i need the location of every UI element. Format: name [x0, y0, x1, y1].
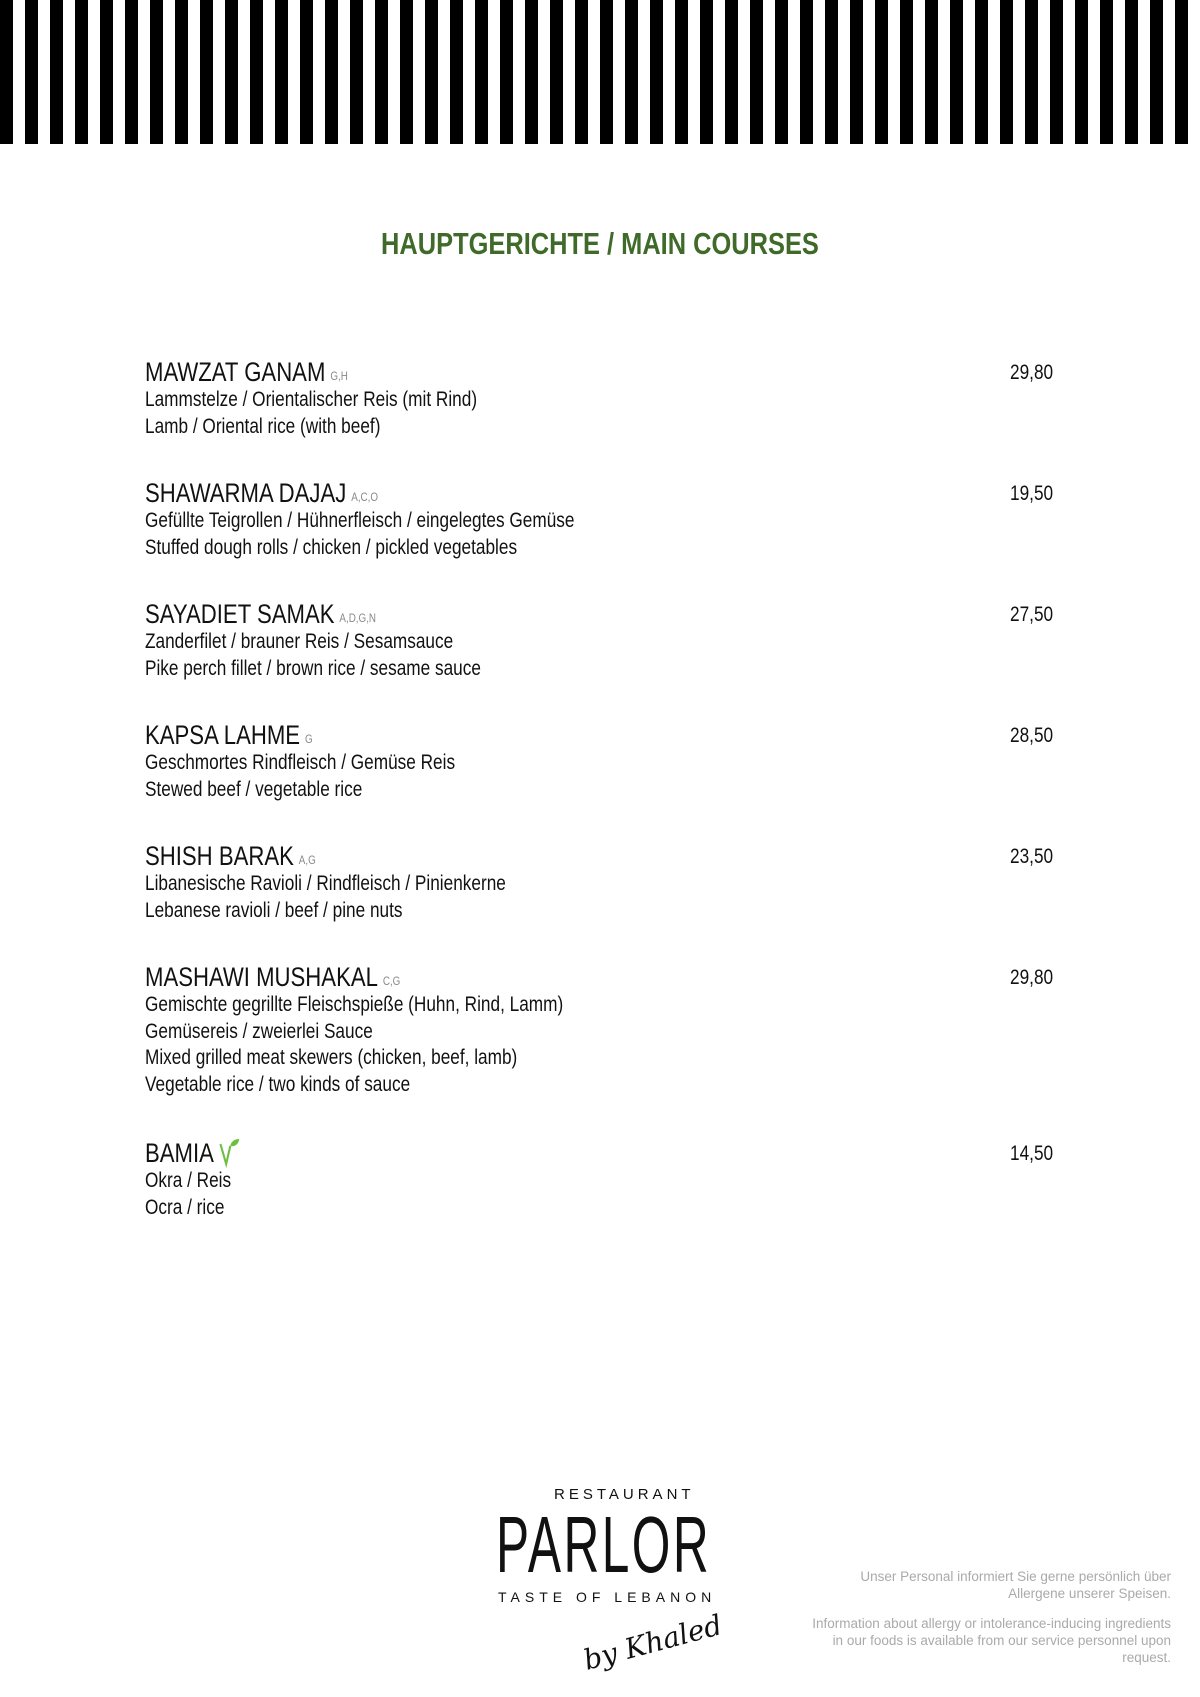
dish-name: SAYADIET SAMAK $^{A,D,G,N}$ [145, 599, 377, 629]
menu-item [145, 357, 1105, 440]
dish-price: 14,50 [1010, 1142, 1054, 1165]
disclaimer-en: Information about allergy or intolerance-inducing ingredients in our foods is available from our service personnel upon request. [812, 1616, 1171, 1665]
menu-item [145, 962, 1105, 1098]
allergy-disclaimer [811, 1568, 1171, 1679]
dish-description: Gemüsereis / zweierlei Sauce [145, 1019, 373, 1043]
dish-description: Libanesische Ravioli / Rindfleisch / Pinienkerne [145, 872, 506, 895]
dish-name: MASHAWI MUSHAKAL $^{C,G}$ [145, 962, 401, 992]
dish-price: 29,80 [1010, 361, 1054, 384]
menu-item [145, 841, 1105, 924]
menu-item [145, 720, 1105, 803]
page-title: HAUPTGERICHTE / MAIN COURSES [381, 226, 819, 261]
allergen-codes: A,D,G,N [339, 611, 377, 625]
dish-price: 19,50 [1010, 482, 1054, 505]
dish-description: Ocra / rice [145, 1195, 225, 1219]
dish-price: 28,50 [1010, 724, 1054, 747]
menu-item [145, 1138, 1105, 1221]
striped-header-banner [0, 0, 1200, 144]
dish-name: BAMIA [145, 1138, 1105, 1168]
menu-item [145, 599, 1105, 682]
dish-price: 27,50 [1010, 603, 1054, 626]
dish-description: Lebanese ravioli / beef / pine nuts [145, 898, 403, 922]
dish-description: Okra / Reis [145, 1169, 232, 1192]
logo-parlor: PARLOR [496, 1500, 712, 1589]
logo-signature: by Khaled [580, 1608, 726, 1677]
dish-name: KAPSA LAHME $^G$ [145, 720, 313, 750]
dish-name: SHAWARMA DAJAJ $^{A,C,O}$ [145, 478, 379, 508]
logo-tagline: TASTE OF LEBANON [498, 1589, 717, 1605]
logo-restaurant: RESTAURANT [554, 1486, 695, 1503]
disclaimer-de: Unser Personal informiert Sie gerne persönlich über Allergene unserer Speisen. [860, 1569, 1171, 1601]
dish-description: Zanderfilet / brauner Reis / Sesamsauce [145, 630, 454, 653]
dish-description: Stuffed dough rolls / chicken / pickled vegetables [145, 535, 518, 559]
dish-name: MAWZAT GANAM $^{G,H}$ [145, 357, 348, 387]
allergen-codes: C,G [382, 974, 401, 988]
dish-description: Stewed beef / vegetable rice [145, 777, 363, 801]
dish-description: Mixed grilled meat skewers (chicken, beef, lamb) [145, 1046, 518, 1069]
allergen-codes: A,C,O [351, 490, 379, 504]
restaurant-logo [490, 1486, 810, 1686]
menu-item [145, 478, 1105, 561]
dish-price: 23,50 [1010, 845, 1054, 868]
allergen-codes: G [304, 732, 313, 746]
dish-description: Vegetable rice / two kinds of sauce [145, 1072, 411, 1096]
allergen-codes: A,G [298, 853, 316, 867]
dish-description: Lammstelze / Orientalischer Reis (mit Rind) [145, 388, 478, 411]
dish-description: Gemischte gegrillte Fleischspieße (Huhn, Rind, Lamm) [145, 993, 564, 1016]
dish-description: Pike perch fillet / brown rice / sesame sauce [145, 656, 481, 680]
dish-description: Lamb / Oriental rice (with beef) [145, 414, 381, 438]
dish-price: 29,80 [1010, 966, 1054, 989]
dish-description: Geschmortes Rindfleisch / Gemüse Reis [145, 751, 456, 774]
allergen-codes: G,H [330, 369, 348, 383]
dish-description: Gefüllte Teigrollen / Hühnerfleisch / eingelegtes Gemüse [145, 509, 575, 532]
dish-name: SHISH BARAK $^{A,G}$ [145, 841, 316, 871]
